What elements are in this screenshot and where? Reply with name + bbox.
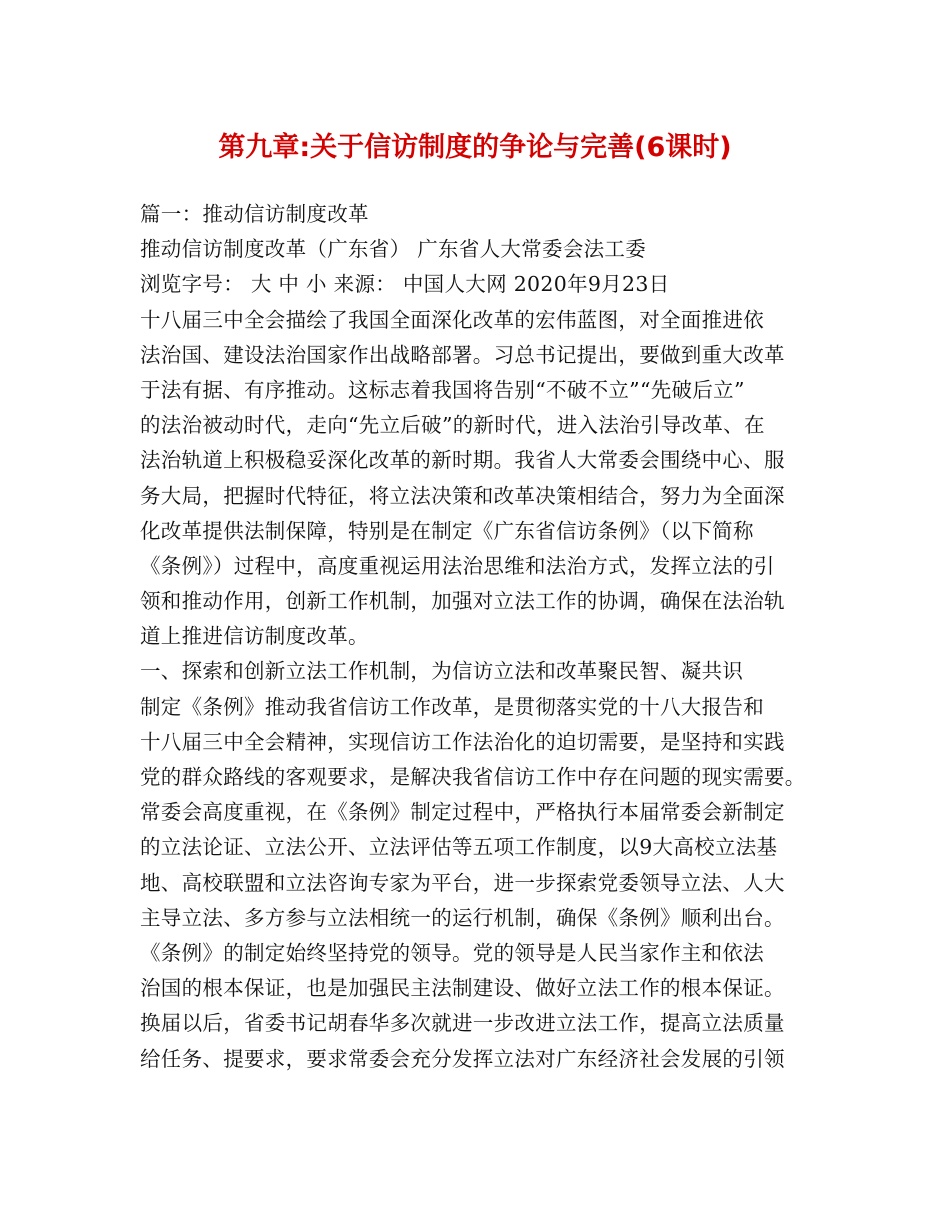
text-line: 换届以后，省委书记胡春华多次就进一步改进立法工作，提高立法质量 — [140, 1011, 785, 1036]
text-line: 党的群众路线的客观要求，是解决我省信访工作中存在问题的现实需要。 — [140, 765, 806, 789]
text-line: 治国的根本保证，也是加强民主法制建设、做好立法工作的根本保证。 — [140, 976, 785, 1001]
text-line: 务大局，把握时代特征，将立法决策和改革决策相结合，努力为全面深 — [140, 483, 785, 508]
text-line: 领和推动作用，创新工作机制，加强对立法工作的协调，确保在法治轨 — [140, 589, 785, 614]
text-line: 推动信访制度改革（广东省） 广东省人大常委会法工委 — [140, 237, 647, 262]
document-title: 第九章:关于信访制度的争论与完善(6课时) — [218, 132, 732, 163]
text-line: 法治轨道上积极稳妥深化改革的新时期。我省人大常委会围绕中心、服 — [140, 448, 785, 473]
text-line: 法治国、建设法治国家作出战略部署。习总书记提出，要做到重大改革 — [140, 342, 785, 367]
text-line: 一、探索和创新立法工作机制，为信访立法和改革聚民智、凝共识 — [140, 659, 744, 684]
text-line: 地、高校联盟和立法咨询专家为平台，进一步探索党委领导立法、人大 — [140, 870, 785, 895]
text-line: 的立法论证、立法公开、立法评估等五项工作制度，以9大高校立法基 — [140, 835, 778, 860]
text-line: 制定《条例》推动我省信访工作改革，是贯彻落实党的十八大报告和 — [140, 694, 764, 719]
text-line: 化改革提供法制保障，特别是在制定《广东省信访条例》（以下简称 — [140, 518, 754, 543]
text-line: 《条例》的制定始终坚持党的领导。党的领导是人民当家作主和依法 — [140, 940, 764, 965]
text-line: 的法治被动时代，走向“先立后破”的新时代，进入法治引导改革、在 — [140, 413, 765, 438]
text-line: 给任务、提要求，要求常委会充分发挥立法对广东经济社会发展的引领 — [140, 1046, 785, 1071]
text-line: 《条例》）过程中，高度重视运用法治思维和法治方式，发挥立法的引 — [140, 553, 775, 578]
text-line: 主导立法、多方参与立法相统一的运行机制，确保《条例》顺利出台。 — [140, 905, 785, 930]
text-line: 十八届三中全会描绘了我国全面深化改革的宏伟蓝图，对全面推进依 — [140, 307, 764, 332]
document-body — [140, 197, 830, 1077]
text-line: 浏览字号： 大 中 小 来源： 中国人大网 2020年9月23日 — [140, 272, 670, 297]
text-line: 十八届三中全会精神，实现信访工作法治化的迫切需要，是坚持和实践 — [140, 729, 785, 754]
text-line: 篇一：推动信访制度改革 — [140, 202, 369, 226]
text-line: 于法有据、有序推动。这标志着我国将告别“不破不立”“先破后立” — [140, 377, 745, 402]
text-line: 常委会高度重视，在《条例》制定过程中，严格执行本届常委会新制定 — [140, 800, 785, 825]
text-line: 道上推进信访制度改革。 — [140, 624, 369, 649]
